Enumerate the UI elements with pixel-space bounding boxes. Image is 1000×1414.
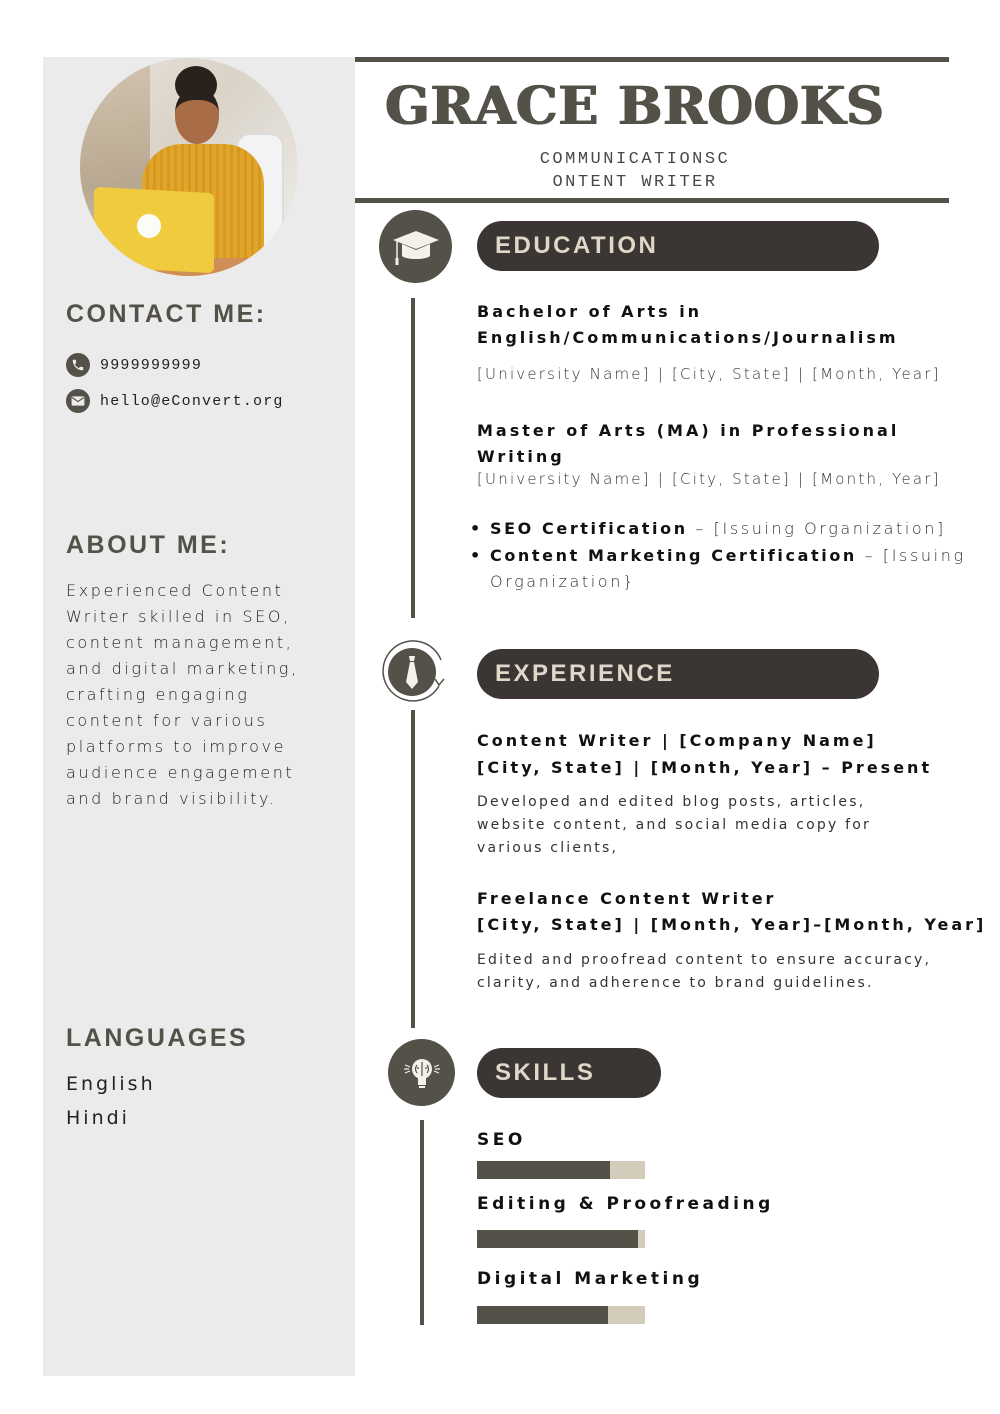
skill-name: Editing & Proofreading bbox=[477, 1194, 774, 1214]
skill-bar-digital-marketing bbox=[477, 1306, 645, 1324]
certification-item: • Content Marketing Certification – [Issuing Organization} bbox=[470, 543, 990, 596]
skill-bar-fill bbox=[477, 1161, 610, 1179]
languages-heading: LANGUAGES bbox=[66, 1024, 249, 1052]
envelope-icon bbox=[66, 389, 90, 413]
degree-title: English/Communications/Journalism bbox=[477, 328, 899, 347]
skill-bar-editing bbox=[477, 1230, 645, 1248]
certification-item: • SEO Certification – [Issuing Organization] bbox=[470, 516, 990, 543]
degree-meta: [University Name] | [City, State] | [Month, Year] bbox=[477, 470, 941, 488]
job-title: Freelance Content Writer bbox=[477, 889, 777, 908]
email-address[interactable]: hello@eConvert.org bbox=[100, 392, 284, 410]
degree-title: Writing bbox=[477, 447, 565, 466]
certifications-list bbox=[470, 516, 990, 596]
skill-bar-fill bbox=[477, 1306, 608, 1324]
graduation-cap-icon bbox=[379, 210, 452, 283]
skill-bar-seo bbox=[477, 1161, 645, 1179]
skill-name: Digital Marketing bbox=[477, 1269, 704, 1289]
timeline-line bbox=[411, 710, 415, 1028]
job-title: Content Writer | [Company Name] bbox=[477, 731, 877, 750]
job-location-dates: [City, State] | [Month, Year]–[Month, Year] bbox=[477, 915, 987, 934]
timeline-line bbox=[411, 298, 415, 618]
job-title-line2: ONTENT WRITER bbox=[552, 173, 718, 192]
language-item: English bbox=[66, 1073, 156, 1095]
degree-title: Bachelor of Arts in bbox=[477, 302, 703, 321]
candidate-name: GRACE BROOKS bbox=[385, 76, 885, 137]
skill-bar-fill bbox=[477, 1230, 638, 1248]
phone-icon bbox=[66, 353, 90, 377]
job-location-dates: [City, State] | [Month, Year] – Present bbox=[477, 758, 933, 777]
phone-number[interactable]: 9999999999 bbox=[100, 356, 203, 374]
timeline-line bbox=[420, 1120, 424, 1325]
necktie-icon bbox=[375, 634, 455, 714]
contact-heading: CONTACT ME: bbox=[66, 300, 267, 328]
contact-email bbox=[66, 389, 284, 413]
section-heading-skills: SKILLS bbox=[477, 1048, 661, 1098]
section-heading-experience: EXPERIENCE bbox=[477, 649, 879, 699]
degree-title: Master of Arts (MA) in Professional bbox=[477, 421, 900, 440]
about-text: Experienced Content Writer skilled in SEO, content management, and digital marketing, crafting engaging content for various platforms to improve audience engagement and brand visibility. bbox=[66, 581, 299, 808]
skill-name: SEO bbox=[477, 1130, 526, 1150]
section-heading-education: EDUCATION bbox=[477, 221, 879, 271]
job-description: Edited and proofread content to ensure accuracy, clarity, and adherence to brand guidelines. bbox=[477, 952, 932, 991]
lightbulb-brain-icon bbox=[388, 1039, 455, 1106]
job-title-line1: COMMUNICATIONSC bbox=[539, 150, 731, 169]
profile-photo bbox=[80, 58, 298, 276]
contact-phone bbox=[66, 353, 202, 377]
language-item: Hindi bbox=[66, 1107, 130, 1129]
degree-meta: [University Name] | [City, State] | [Month, Year] bbox=[477, 365, 941, 383]
job-title bbox=[355, 148, 915, 194]
header-rule-top bbox=[355, 57, 949, 62]
about-heading: ABOUT ME: bbox=[66, 531, 231, 559]
header-rule-bottom bbox=[355, 198, 949, 203]
job-description: Developed and edited blog posts, articles, website content, and social media copy for various clients, bbox=[477, 794, 871, 856]
